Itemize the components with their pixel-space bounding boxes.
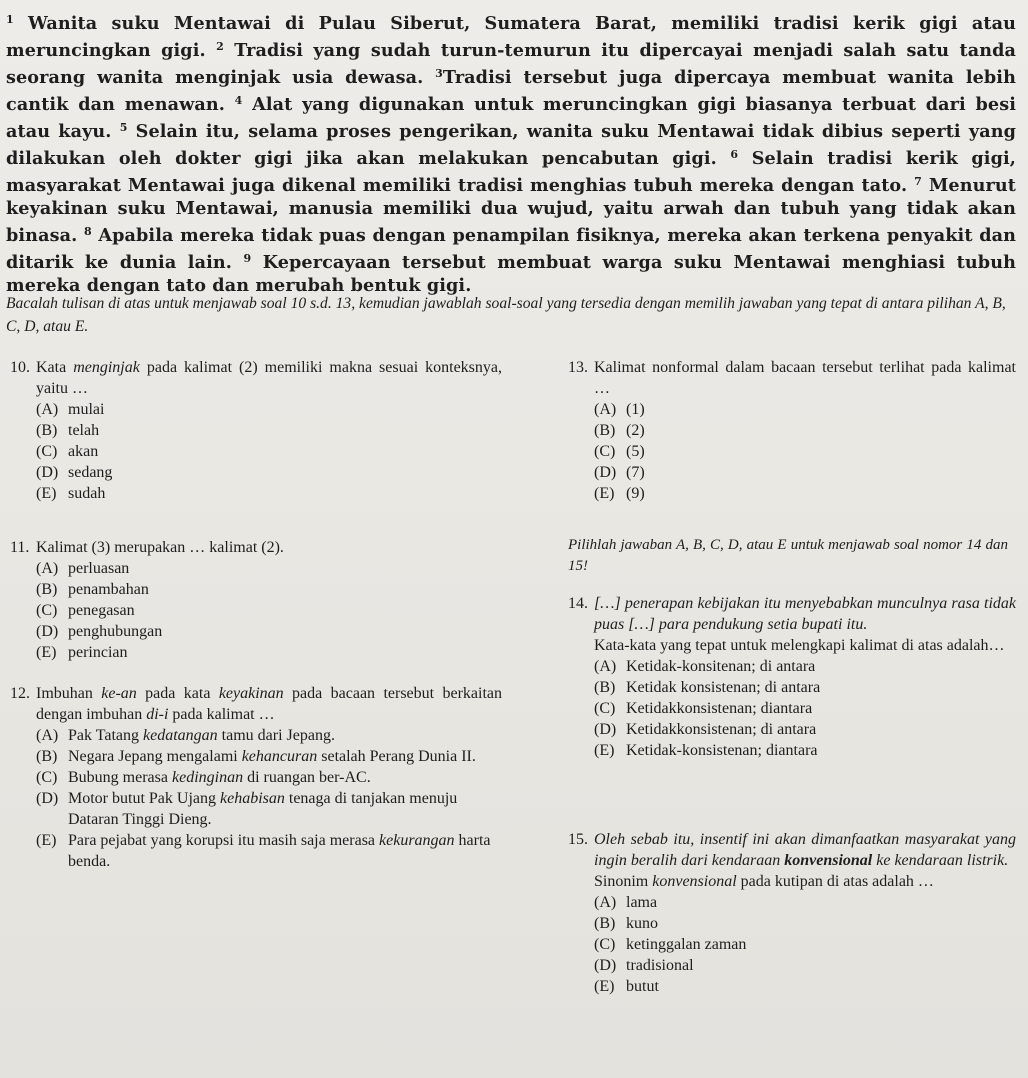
question-15 xyxy=(568,829,1016,997)
question-stem: Imbuhan ke-an pada kata keyakinan pada bacaan tersebut berkaitan dengan imbuhan di-i pada kalimat … xyxy=(36,685,502,723)
option-a[interactable]: (A) Ketidak-konsitenan; di antara xyxy=(594,658,816,675)
option-b[interactable]: (B) Negara Jepang mengalami kehancuran setalah Perang Dunia II. xyxy=(36,748,476,765)
question-number: 10. xyxy=(10,359,30,376)
question-number: 15. xyxy=(568,831,588,848)
option-c[interactable]: (C) akan xyxy=(36,443,99,460)
option-b[interactable]: (B) (2) xyxy=(594,422,645,439)
question-stem: Oleh sebab itu, insentif ini akan dimanfaatkan masyarakat yang ingin beralih dari kendaraan konvensional ke kendaraan listrik. xyxy=(594,831,1016,869)
question-13 xyxy=(568,357,1016,504)
option-b[interactable]: (B) kuno xyxy=(594,915,658,932)
option-d[interactable]: (D) tradisional xyxy=(594,957,694,974)
question-number: 13. xyxy=(568,359,588,376)
instruction-10-13: Bacalah tulisan di atas untuk menjawab soal 10 s.d. 13, kemudian jawablah soal-soal yang tersedia dengan memilih jawaban yang tepat di antara pilihan A, B, C, D, atau E. xyxy=(6,295,1006,335)
sentence-2: $^2$ Tradisi yang sudah turun-temurun itu dipercayai menjadi salah satu tanda seorang wanita menginjak usia dewasa. xyxy=(6,40,1016,88)
sentence-3: $^3$Tradisi tersebut juga dipercaya membuat wanita lebih cantik dan menawan. xyxy=(6,67,1016,115)
option-e[interactable]: (E) perincian xyxy=(36,644,128,661)
sentence-8: $^8$ Apabila mereka tidak puas dengan penampilan fisiknya, mereka akan terkena penyakit dan ditarik ke dunia lain. xyxy=(6,225,1016,273)
option-c[interactable]: (C) Ketidakkonsistenan; diantara xyxy=(594,700,813,717)
question-11 xyxy=(10,537,502,663)
option-c[interactable]: (C) ketinggalan zaman xyxy=(594,936,747,953)
option-b[interactable]: (B) penambahan xyxy=(36,581,149,598)
option-e[interactable]: (E) Para pejabat yang korupsi itu masih saja merasa kekurangan harta benda. xyxy=(36,832,491,870)
option-e[interactable]: (E) sudah xyxy=(36,485,106,502)
option-c[interactable]: (C) Bubung merasa kedinginan di ruangan ber-AC. xyxy=(36,769,371,786)
option-a[interactable]: (A) (1) xyxy=(594,401,645,418)
question-stem: […] penerapan kebijakan itu menyebabkan munculnya rasa tidak puas […] para pendukung setia bupati itu. xyxy=(594,595,1016,633)
option-a[interactable]: (A) mulai xyxy=(36,401,105,418)
question-stem: Kalimat nonformal dalam bacaan tersebut terlihat pada kalimat … xyxy=(594,359,1016,397)
question-12 xyxy=(10,683,502,872)
option-d[interactable]: (D) penghubungan xyxy=(36,623,163,640)
option-c[interactable]: (C) penegasan xyxy=(36,602,135,619)
question-number: 14. xyxy=(568,595,588,612)
option-d[interactable]: (D) (7) xyxy=(594,464,645,481)
question-10 xyxy=(10,357,502,504)
option-b[interactable]: (B) telah xyxy=(36,422,100,439)
option-a[interactable]: (A) perluasan xyxy=(36,560,130,577)
reading-passage xyxy=(6,8,1016,297)
option-a[interactable]: (A) lama xyxy=(594,894,658,911)
option-b[interactable]: (B) Ketidak konsistenan; di antara xyxy=(594,679,821,696)
question-number: 12. xyxy=(10,685,30,702)
instruction-14-15: Pilihlah jawaban A, B, C, D, atau E untuk menjawab soal nomor 14 dan 15! xyxy=(568,537,1008,574)
question-ask: Sinonim konvensional pada kutipan di atas adalah … xyxy=(594,873,934,890)
sentence-4: $^4$ Alat yang digunakan untuk meruncingkan gigi biasanya terbuat dari besi atau kayu. xyxy=(6,94,1016,142)
sentence-1: $^1$ Wanita suku Mentawai di Pulau Siberut, Sumatera Barat, memiliki tradisi kerik gigi atau meruncingkan gigi. xyxy=(6,13,1017,61)
question-ask: Kata-kata yang tepat untuk melengkapi kalimat di atas adalah… xyxy=(594,637,1005,654)
sentence-7: $^7$ Menurut keyakinan suku Mentawai, manusia memiliki dua wujud, yaitu arwah dan tubuh yang tidak akan binasa. xyxy=(6,175,1016,246)
sentence-9: $^9$ Kepercayaan tersebut membuat warga suku Mentawai menghiasi tubuh mereka dengan tato dan merubah bentuk gigi. xyxy=(6,252,1016,296)
sentence-5: $^5$ Selain itu, selama proses pengerikan, wanita suku Mentawai tidak dibius seperti yang dilakukan oleh dokter gigi jika akan melakukan pencabutan gigi. xyxy=(6,121,1017,169)
option-e[interactable]: (E) (9) xyxy=(594,485,645,502)
option-d[interactable]: (D) Motor butut Pak Ujang kehabisan tenaga di tanjakan menuju Dataran Tinggi Dieng. xyxy=(36,790,458,828)
sentence-6: $^6$ Selain tradisi kerik gigi, masyarakat Mentawai juga dikenal memiliki tradisi menghias tubuh mereka dengan tato. xyxy=(6,148,1016,196)
option-c[interactable]: (C) (5) xyxy=(594,443,645,460)
option-d[interactable]: (D) Ketidakkonsistenan; di antara xyxy=(594,721,817,738)
question-stem: Kata menginjak pada kalimat (2) memiliki makna sesuai konteksnya, yaitu … xyxy=(36,359,503,397)
option-a[interactable]: (A) Pak Tatang kedatangan tamu dari Jepang. xyxy=(36,727,335,744)
question-stem: Kalimat (3) merupakan … kalimat (2). xyxy=(36,539,284,556)
option-e[interactable]: (E) butut xyxy=(594,978,659,995)
option-d[interactable]: (D) sedang xyxy=(36,464,113,481)
option-e[interactable]: (E) Ketidak-konsistenan; diantara xyxy=(594,742,818,759)
question-14 xyxy=(568,593,1016,761)
question-number: 11. xyxy=(10,539,30,556)
